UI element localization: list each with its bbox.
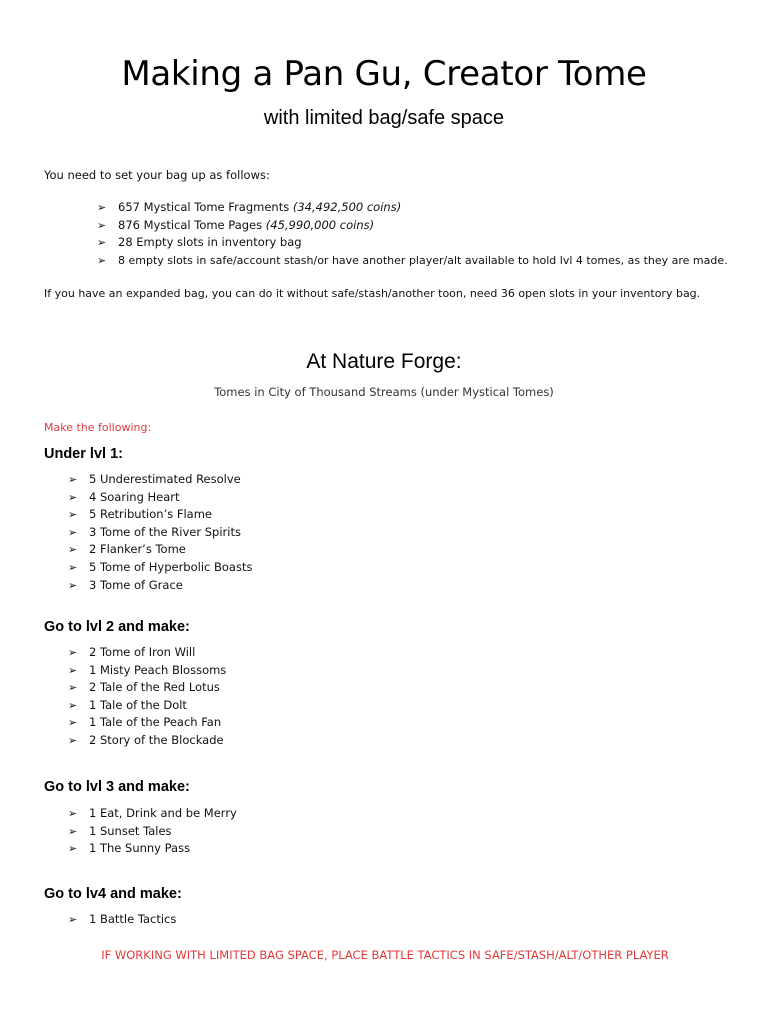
document-title: Making a Pan Gu, Creator Tome [121,54,647,94]
level-4-list [68,911,177,929]
forge-subtitle: Tomes in City of Thousand Streams (under Mystical Tomes) [214,385,554,399]
level-2-list [68,644,227,750]
level-1-list [68,471,253,594]
arrowhead-bullet-icon: ➢ [68,733,78,747]
list-item: ➢ 5 Tome of Hyperbolic Boasts [89,559,252,577]
list-item: ➢ 876 Mystical Tome Pages (45,990,000 coins) [118,217,728,235]
list-item: ➢ 2 Tome of Iron Will [89,644,226,662]
forge-title: At Nature Forge: [306,350,462,373]
arrowhead-bullet-icon: ➢ [68,698,78,712]
setup-list [97,199,728,269]
list-item: ➢ 1 Misty Peach Blossoms [89,662,226,680]
list-item: ➢ 3 Tome of the River Spirits [89,524,252,542]
level-4-heading: Go to lv4 and make: [44,886,182,902]
arrowhead-bullet-icon: ➢ [68,681,78,695]
list-item: ➢ 2 Story of the Blockade [89,732,226,750]
arrowhead-bullet-icon: ➢ [68,807,78,820]
list-item: ➢ 1 The Sunny Pass [89,840,237,858]
expanded-bag-note: If you have an expanded bag, you can do it without safe/stash/another toon, need 36 open slots in your inventory bag. [44,287,701,300]
list-item: ➢ 28 Empty slots in inventory bag [118,234,728,252]
arrowhead-bullet-icon: ➢ [68,663,78,677]
list-item: ➢ 4 Soaring Heart [89,489,252,507]
arrowhead-bullet-icon: ➢ [68,716,78,730]
make-label: Make the following: [44,421,152,434]
arrowhead-bullet-icon: ➢ [68,543,78,557]
list-item: ➢ 5 Retribution’s Flame [89,506,252,524]
arrowhead-bullet-icon: ➢ [68,560,78,574]
level-1-heading: Under lvl 1: [44,446,123,462]
level-3-heading: Go to lvl 3 and make: [44,779,190,795]
arrowhead-bullet-icon: ➢ [68,842,78,856]
arrowhead-bullet-icon: ➢ [97,253,107,267]
arrowhead-bullet-icon: ➢ [68,646,78,659]
list-item: ➢ 1 Eat, Drink and be Merry [89,805,237,823]
arrowhead-bullet-icon: ➢ [68,578,78,592]
arrowhead-bullet-icon: ➢ [68,913,78,926]
arrowhead-bullet-icon: ➢ [97,236,107,250]
arrowhead-bullet-icon: ➢ [68,490,78,504]
level-2-heading: Go to lvl 2 and make: [44,619,190,635]
intro-text: You need to set your bag up as follows: [44,168,270,182]
list-item: ➢ 5 Underestimated Resolve [89,471,252,489]
arrowhead-bullet-icon: ➢ [68,473,78,486]
level-3-list [68,805,237,858]
arrowhead-bullet-icon: ➢ [68,508,78,522]
list-item: ➢ 8 empty slots in safe/account stash/or have another player/alt available to hold lvl 4 tomes, as they are made. [118,252,728,270]
arrowhead-bullet-icon: ➢ [68,525,78,539]
document-subtitle: with limited bag/safe space [263,107,505,129]
arrowhead-bullet-icon: ➢ [97,201,107,214]
list-item: ➢ 657 Mystical Tome Fragments (34,492,500 coins) [118,199,728,217]
list-item: ➢ 1 Battle Tactics [89,911,176,929]
list-item: ➢ 3 Tome of Grace [89,577,252,595]
limited-space-warning: IF WORKING WITH LIMITED BAG SPACE, PLACE BATTLE TACTICS IN SAFE/STASH/ALT/OTHER PLAYER [101,948,669,962]
arrowhead-bullet-icon: ➢ [68,824,78,838]
list-item: ➢ 2 Tale of the Red Lotus [89,679,226,697]
arrowhead-bullet-icon: ➢ [97,218,107,232]
list-item: ➢ 1 Tale of the Dolt [89,697,226,715]
list-item: ➢ 1 Tale of the Peach Fan [89,714,226,732]
list-item: ➢ 1 Sunset Tales [89,823,237,841]
list-item: ➢ 2 Flanker’s Tome [89,541,252,559]
